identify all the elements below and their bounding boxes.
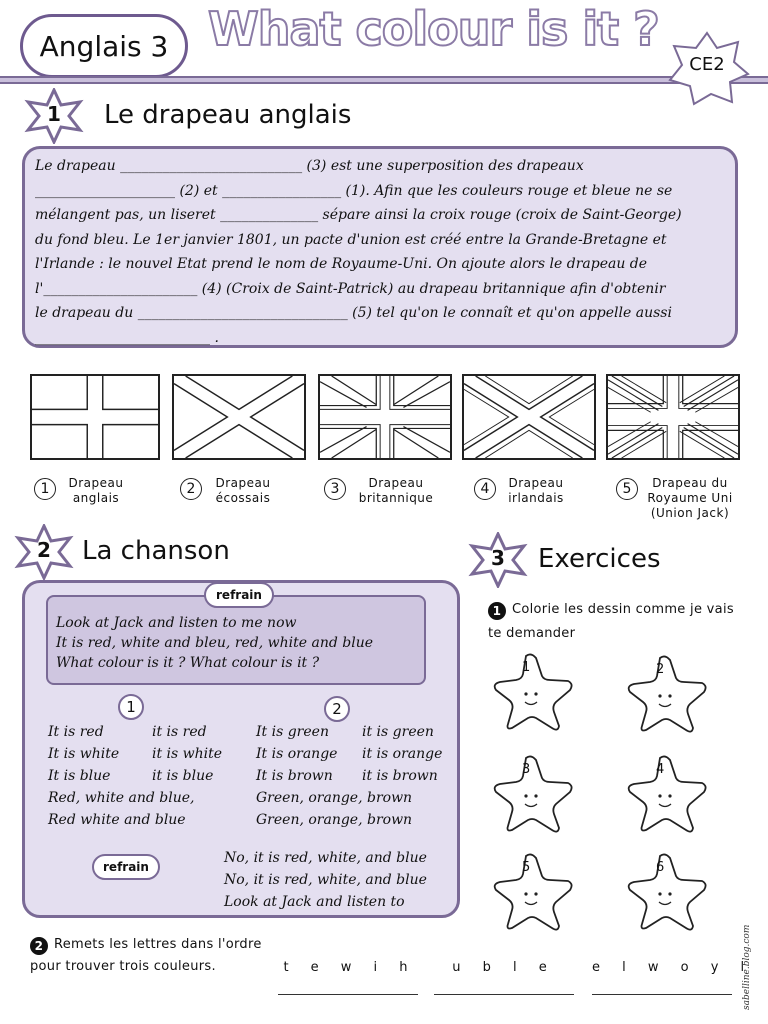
flag-caption-2 [180, 476, 300, 506]
flag-num: 4 [474, 478, 496, 500]
refrain-pill-top: refrain [204, 582, 274, 608]
verse2-line: Green, orange, brown [256, 790, 413, 806]
exercise1-bullet: 1 [488, 602, 506, 620]
section1-star-icon [24, 88, 84, 144]
scrambled-word-2: u b l e [452, 960, 556, 975]
star-number: 1 [522, 660, 531, 675]
verse2-line: It is brown [256, 768, 333, 784]
refrain-pill-bottom: refrain [92, 854, 160, 880]
section3-number: 3 [491, 546, 505, 570]
text-line: Le drapeau __________________________ (3) est une superposition des drapeaux [35, 158, 584, 174]
flag-ireland [462, 374, 596, 460]
star-number: 4 [656, 762, 665, 777]
section1-title: Le drapeau anglais [104, 100, 352, 130]
verse2-number: 2 [324, 696, 350, 722]
refrain-line: It is red, white and bleu, red, white and blue [56, 635, 374, 651]
smiling-star-icon [490, 752, 576, 834]
text-line: l'______________________ (4) (Croix de Saint-Patrick) au drapeau britannique afin d'obtenir [35, 280, 666, 297]
ending-line: No, it is red, white, and blue [224, 850, 427, 866]
smiling-star-icon [490, 850, 576, 932]
refrain-line: What colour is it ? What colour is it ? [56, 655, 320, 671]
text-line: l'Irlande : le nouvel Etat prend le nom de Royaume-Uni. On ajoute alors le drapeau de [35, 256, 648, 272]
flag-num: 3 [324, 478, 346, 500]
exercise2-instruction [30, 934, 280, 978]
flag-caption-1 [34, 476, 154, 506]
flag-label: Drapeau britannique [358, 476, 434, 505]
section2-title: La chanson [82, 536, 230, 566]
section3-title: Exercices [538, 544, 661, 574]
scotland-flag-icon [174, 376, 304, 458]
ending-line: Look at Jack and listen to [224, 894, 405, 910]
star-figure [624, 850, 710, 932]
verse1-line: Red white and blue [48, 812, 186, 828]
section2-number: 2 [37, 538, 51, 562]
page-title: What colour is it ? [208, 2, 659, 56]
star-number: 2 [656, 662, 665, 677]
answer-line-3[interactable] [592, 994, 732, 995]
section3-star-icon [468, 532, 528, 588]
star-number: 6 [656, 860, 665, 875]
answer-line-2[interactable] [434, 994, 574, 995]
verse2-echo: it is orange [362, 746, 443, 762]
text-line: _________________________ . [35, 329, 219, 346]
flag-label: Drapeau écossais [215, 476, 271, 505]
section2-star-icon [14, 524, 74, 580]
verse1-line: It is white [48, 746, 120, 762]
smiling-star-icon [624, 752, 710, 834]
union-jack-flag-icon [608, 376, 738, 458]
refrain-box [46, 595, 426, 685]
answer-line-1[interactable] [278, 994, 418, 995]
star-figure [490, 850, 576, 932]
flag-union-jack [606, 374, 740, 460]
star-figure [624, 652, 710, 734]
verse1-line: Red, white and blue, [48, 790, 195, 806]
exercise2-bullet: 2 [30, 937, 48, 955]
flag-scotland [172, 374, 306, 460]
exercise1-text: Colorie les dessin comme je vais te demander [488, 602, 734, 641]
verse1-number: 1 [118, 694, 144, 720]
flag-britain [318, 374, 452, 460]
verse1-echo: it is red [152, 724, 207, 740]
flag-num: 1 [34, 478, 56, 500]
text-line: le drapeau du ______________________________ (5) tel qu'on le connaît et qu'on appelle aussi [35, 305, 672, 321]
verse2-echo: it is green [362, 724, 434, 740]
section1-number: 1 [47, 102, 61, 126]
smiling-star-icon [624, 850, 710, 932]
star-figure [490, 752, 576, 834]
verse2-line: It is orange [256, 746, 338, 762]
verse1-echo: it is blue [152, 768, 214, 784]
flag-caption-5 [616, 476, 746, 521]
star-figure [624, 752, 710, 834]
verse2-echo: it is brown [362, 768, 438, 784]
scrambled-word-1: t e w i h [283, 960, 417, 975]
flag-caption-3 [324, 476, 454, 506]
flag-num: 2 [180, 478, 202, 500]
star-number: 5 [522, 860, 531, 875]
smiling-star-icon [624, 652, 710, 734]
verse1-echo: it is white [152, 746, 223, 762]
flag-label: Drapeau irlandais [508, 476, 564, 505]
verse1-line: It is blue [48, 768, 111, 784]
smiling-star-icon [490, 650, 576, 732]
england-flag-icon [32, 376, 158, 458]
verse2-line: Green, orange, brown [256, 812, 413, 828]
verse2-line: It is green [256, 724, 329, 740]
text-line: du fond bleu. Le 1er janvier 1801, un pacte d'union est créé entre la Grande-Bretagne et [35, 231, 667, 248]
level-badge [664, 30, 750, 106]
refrain-line: Look at Jack and listen to me now [56, 615, 297, 631]
star-figure [490, 650, 576, 732]
text-line: ____________________ (2) et _________________ (1). Afin que les couleurs rouge et bleue ne se [35, 182, 673, 199]
britain-flag-icon [320, 376, 450, 458]
flag-label: Drapeau du Royaume Uni (Union Jack) [647, 476, 733, 520]
exercise2-text: Remets les lettres dans l'ordre pour trouver trois couleurs. [30, 937, 262, 974]
flag-num: 5 [616, 478, 638, 500]
ireland-flag-icon [464, 376, 594, 458]
flag-england [30, 374, 160, 460]
level-label: CE2 [689, 54, 725, 75]
credit: sabelline.blog.com [742, 924, 752, 1010]
ending-line: No, it is red, white, and blue [224, 872, 427, 888]
verse1-line: It is red [48, 724, 104, 740]
scrambled-word-3: e l w o y l [592, 960, 754, 975]
flag-text-box [22, 146, 738, 348]
star-number: 3 [522, 762, 531, 777]
exercise1-instruction [488, 598, 748, 646]
subject-label: Anglais 3 [39, 29, 169, 63]
text-line: mélangent pas, un liseret ______________ sépare ainsi la croix rouge (croix de Saint-George) [35, 207, 682, 223]
header-rule [0, 76, 768, 84]
flag-label: Drapeau anglais [68, 476, 124, 505]
flag-caption-4 [474, 476, 594, 506]
subject-pill [20, 14, 188, 78]
